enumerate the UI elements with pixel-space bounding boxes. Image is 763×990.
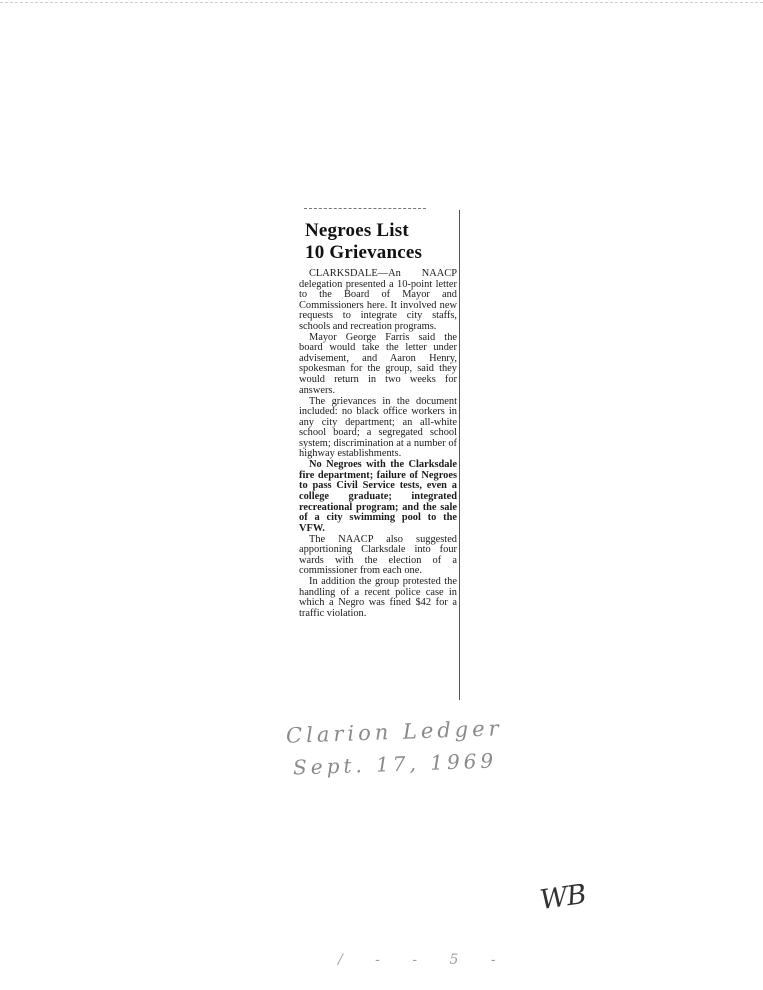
article-paragraph-2: Mayor George Farris said the board would take the letter under advisement, and Aaron Henry, spokesman for the group, said they would return in two weeks for answers. — [299, 331, 457, 396]
handwritten-date-note: Sept. 17, 1969 — [292, 748, 498, 780]
clipping-top-rule — [304, 208, 426, 209]
article-paragraph-5: The NAACP also suggested apportioning Clarksdale into four wards with the election of a commissioner from each one. — [299, 533, 457, 577]
faint-footer-marks: / - - 5 - — [338, 952, 510, 968]
scan-top-edge — [0, 2, 763, 3]
article-headline — [305, 220, 455, 264]
article-paragraph-3: The grievances in the document included: no black office workers in any city department; an all-white school board; a segregated school system; discrimination at a number of highway establishments. — [299, 395, 457, 460]
handwritten-source-note: Clarion Ledger — [285, 716, 503, 748]
handwritten-initials: WB — [538, 878, 588, 917]
article-paragraph-6: In addition the group protested the handling of a recent police case in which a Negro was fined $42 for a traffic violation. — [299, 576, 457, 619]
headline-line-2: 10 Grievances — [305, 242, 423, 263]
article-body — [299, 269, 457, 620]
newspaper-clipping — [296, 206, 466, 706]
headline-line-1: Negroes List — [305, 220, 409, 241]
clipping-cut-edge — [459, 210, 460, 700]
article-paragraph-4: No Negroes with the Clarksdale fire department; failure of Negroes to pass Civil Service tests, even a college graduate; integrated recreational program; and the sale of a city swimming pool to the VFW. — [299, 459, 457, 534]
article-paragraph-1: CLARKSDALE—An NAACP delegation presented a 10-point letter to the Board of Mayor and Commissioners here. It involved new requests to integrate city staffs, schools and recreation programs. — [299, 268, 457, 332]
